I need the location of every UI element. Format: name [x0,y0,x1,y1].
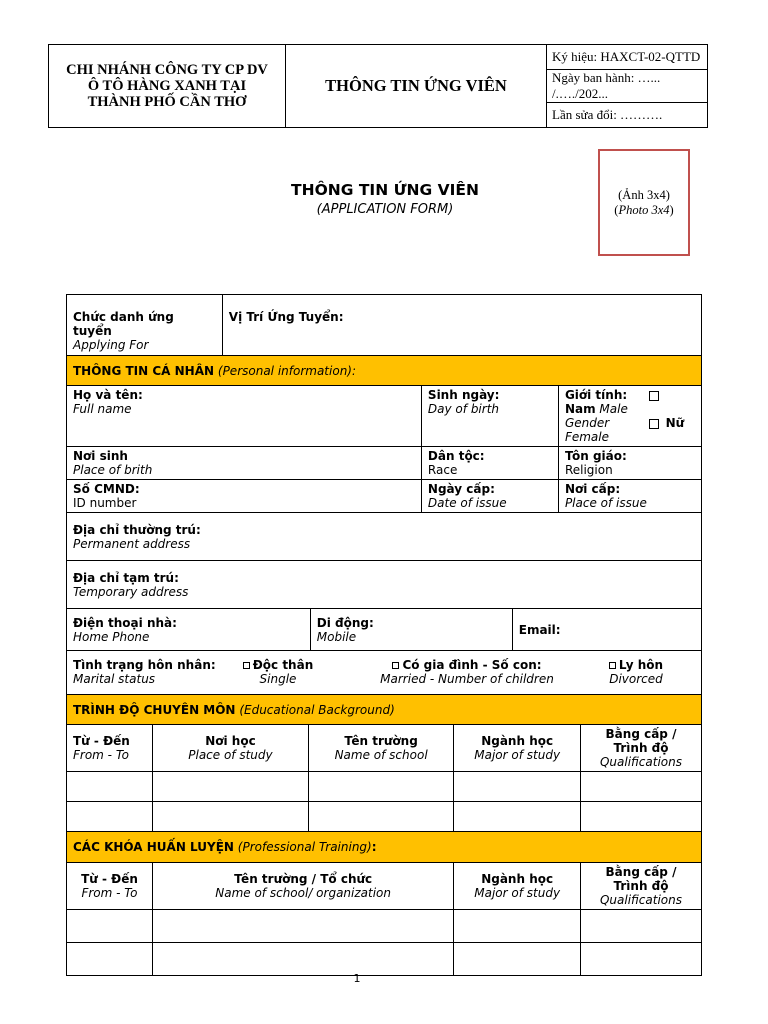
divorced-label-en: Divorced [609,672,663,686]
ethnicity-field[interactable]: Dân tộc: Race [421,447,558,480]
female-label: Nữ [665,416,685,430]
edu-col-major: Ngành học Major of study [454,725,581,772]
position-cell[interactable] [222,295,701,356]
application-form [66,294,702,976]
training-section-label: CÁC KHÓA HUẤN LUYỆN [73,840,234,854]
training-section-header [67,832,702,863]
gender-label-en: Gender [564,416,610,430]
table-cell[interactable] [454,802,581,832]
single-checkbox[interactable] [243,662,250,669]
training-section-label-en: (Professional Training) [237,840,372,854]
perm-address-field[interactable]: Địa chỉ thường trú: Permanent address [67,513,702,561]
gender-field [558,386,701,447]
table-cell[interactable] [67,943,153,976]
revision: Lần sửa đổi: ………. [547,103,708,128]
married-label-en: Married - Number of children [380,672,554,686]
header-title: THÔNG TIN ỨNG VIÊN [286,45,547,128]
issue-place-field[interactable]: Nơi cấp: Place of issue [558,480,701,513]
position-label: Vị Trí Ứng Tuyển: [228,310,344,324]
education-section-label-en: (Educational Background) [239,702,395,717]
marital-row [67,651,702,695]
male-checkbox[interactable] [649,391,659,401]
perm-address-row [67,513,702,561]
married-checkbox[interactable] [392,662,399,669]
religion-field[interactable]: Tôn giáo: Religion [558,447,701,480]
table-cell[interactable] [67,772,153,802]
home-phone-field[interactable]: Điện thoại nhà: Home Phone [67,609,311,651]
dob-field[interactable]: Sinh ngày: Day of birth [421,386,558,447]
table-cell[interactable] [454,772,581,802]
personal-section-header [67,356,702,386]
divorced-checkbox[interactable] [609,662,616,669]
table-cell[interactable] [152,772,308,802]
page-subtitle: (APPLICATION FORM) [316,202,454,217]
table-cell[interactable] [454,943,581,976]
marital-label-en: Marital status [73,672,156,686]
table-cell[interactable] [581,772,702,802]
marital-label: Tình trạng hôn nhân: [73,658,216,672]
page-number: 1 [353,972,361,985]
education-header-row [67,725,702,772]
table-cell[interactable] [152,943,453,976]
tr-col-from-to: Từ - Đến From - To [67,863,153,910]
id-row [67,480,702,513]
tr-col-school: Tên trường / Tổ chức Name of school/ organization [152,863,453,910]
table-row [67,802,702,832]
document-header [48,44,708,128]
edu-col-from-to: Từ - Đến From - To [67,725,153,772]
temp-address-field[interactable]: Địa chỉ tạm trú: Temporary address [67,561,702,609]
table-row [67,943,702,976]
edu-col-place: Nơi học Place of study [152,725,308,772]
birthplace-row [67,447,702,480]
applying-cell[interactable] [67,295,223,356]
contact-row [67,609,702,651]
marital-field [67,651,702,695]
page-title: THÔNG TIN ỨNG VIÊN [291,181,479,199]
gender-label: Giới tính: [564,388,628,402]
name-row [67,386,702,447]
table-cell[interactable] [581,910,702,943]
applying-label: Chức danh ứng tuyển [73,310,174,338]
edu-col-school: Tên trường Name of school [308,725,453,772]
training-header-row [67,863,702,910]
table-cell[interactable] [152,802,308,832]
training-section-colon: : [371,840,377,854]
issue-date: Ngày ban hành: …... /.…./202... [547,70,708,103]
company-line-3: THÀNH PHỐ CẦN THƠ [87,94,247,110]
edu-col-qualifications: Bằng cấp / Trình độ Qualifications [581,725,702,772]
company-line-2: Ô TÔ HÀNG XANH TẠI [87,78,247,94]
id-number-field[interactable]: Số CMND: ID number [67,480,422,513]
table-cell[interactable] [67,802,153,832]
female-label-en: Female [564,430,609,444]
male-label-en: Male [599,402,628,416]
table-row [67,910,702,943]
tr-col-major: Ngành học Major of study [454,863,581,910]
photo-label-vi: (Ảnh 3x4) [618,188,670,202]
temp-address-row [67,561,702,609]
applying-row [67,295,702,356]
birthplace-field[interactable]: Nơi sinh Place of brith [67,447,422,480]
personal-section-label: THÔNG TIN CÁ NHÂN [73,363,215,378]
table-cell[interactable] [308,772,453,802]
company-name [49,45,286,128]
education-section-header [67,695,702,725]
table-cell[interactable] [581,802,702,832]
applying-label-en: Applying For [73,338,149,352]
single-label: Độc thân [252,658,314,672]
married-label: Có gia đình - Số con: [402,658,542,672]
email-field[interactable]: Email: [512,609,701,651]
full-name-field[interactable]: Họ và tên: Full name [67,386,422,447]
table-cell[interactable] [581,943,702,976]
table-cell[interactable] [308,802,453,832]
divorced-label: Ly hôn [618,658,664,672]
issue-date-field[interactable]: Ngày cấp: Date of issue [421,480,558,513]
female-checkbox[interactable] [649,419,659,429]
single-label-en: Single [259,672,297,686]
table-cell[interactable] [152,910,453,943]
document-code: Ký hiệu: HAXCT-02-QTTD [547,45,708,70]
table-cell[interactable] [454,910,581,943]
table-row [67,772,702,802]
table-cell[interactable] [67,910,153,943]
male-label: Nam [564,402,596,416]
tr-col-qualifications: Bằng cấp / Trình độ Qualifications [581,863,702,910]
company-line-1: CHI NHÁNH CÔNG TY CP DV [66,62,268,78]
mobile-field[interactable]: Di động: Mobile [310,609,512,651]
photo-box[interactable] [598,149,690,256]
education-section-label: TRÌNH ĐỘ CHUYÊN MÔN [73,702,236,717]
photo-label-en: (Photo 3x4) [614,203,674,217]
personal-section-label-en: (Personal information): [217,363,357,378]
